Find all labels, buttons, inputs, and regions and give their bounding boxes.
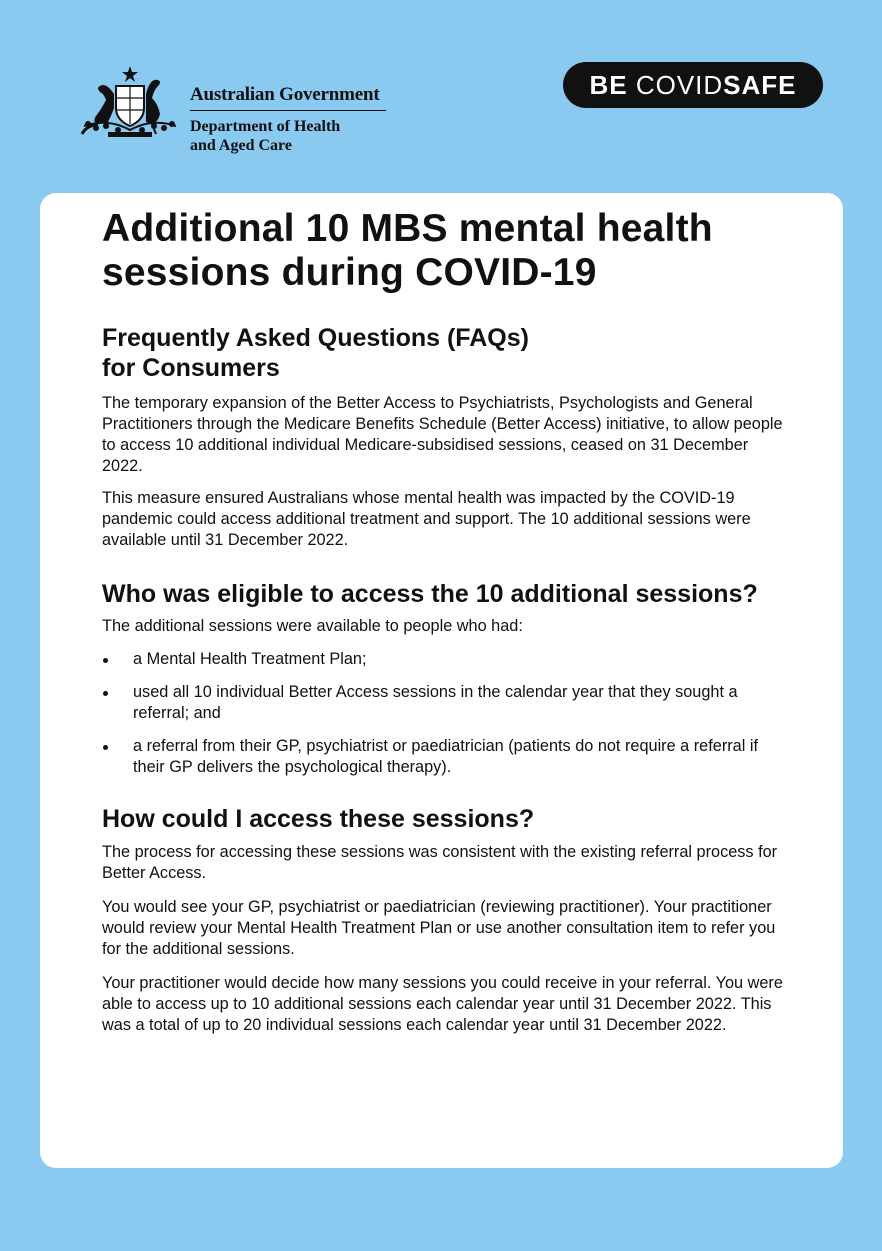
bullet-icon: [103, 691, 108, 696]
badge-part-safe: SAFE: [723, 70, 797, 100]
content-card: [40, 193, 843, 1168]
be-covidsafe-badge: [563, 62, 823, 108]
coat-of-arms-icon: [78, 64, 182, 140]
eligibility-heading: Who was eligible to access the 10 additional sessions?: [102, 580, 758, 608]
eligibility-intro: The additional sessions were available to people who had:: [102, 617, 523, 635]
list-item: [102, 736, 792, 778]
access-paragraph-2: You would see your GP, psychiatrist or paediatrician (reviewing practitioner). Your practitioner would review your Mental Health Treatment Plan or use another consultation item to refer you for the additional sessions.: [102, 898, 776, 958]
intro-paragraph-2: This measure ensured Australians whose mental health was impacted by the COVID-19 pandemic could access additional treatment and support. The 10 additional sessions were available until 31 December 2022.: [102, 489, 751, 549]
gov-name: Australian Government: [190, 84, 386, 111]
page-header: [0, 0, 882, 190]
title-line-2: sessions during COVID-19: [102, 251, 597, 294]
list-item-text: used all 10 individual Better Access sessions in the calendar year that they sought a referral; and: [133, 683, 738, 722]
bullet-icon: [103, 745, 108, 750]
page-title: [102, 207, 792, 295]
dept-line-1: Department of Health: [190, 118, 341, 135]
department-name: [190, 117, 386, 155]
badge-part-be: BE: [589, 70, 636, 100]
bullet-icon: [103, 658, 108, 663]
faq-heading-line-1: Frequently Asked Questions (FAQs): [102, 324, 529, 352]
access-paragraph-3: Your practitioner would decide how many sessions you could receive in your referral. You were able to access up to 10 additional sessions each calendar year until 31 December 2022. This was a total of up to 20 individual sessions each calendar year until 31 December 2022.: [102, 974, 783, 1034]
faq-heading: [102, 323, 792, 383]
access-heading: How could I access these sessions?: [102, 805, 535, 833]
title-line-1: Additional 10 MBS mental health: [102, 207, 713, 250]
document-body: [102, 207, 792, 1036]
list-item-text: a referral from their GP, psychiatrist or paediatrician (patients do not require a referral if their GP delivers the psychological therapy).: [133, 737, 758, 776]
access-paragraph-1: The process for accessing these sessions was consistent with the existing referral process for Better Access.: [102, 843, 778, 882]
dept-line-2: and Aged Care: [190, 137, 292, 154]
intro-paragraph-1: The temporary expansion of the Better Access to Psychiatrists, Psychologists and General Practitioners through the Medicare Benefits Schedule (Better Access) initiative, to allow people to access 10 additional individual Medicare-subsidised sessions, ceased on 31 December 2022.: [102, 394, 783, 475]
faq-heading-line-2: for Consumers: [102, 354, 280, 382]
government-logo-text: [190, 84, 386, 155]
eligibility-list: [102, 649, 792, 778]
list-item: [102, 682, 792, 724]
list-item: [102, 649, 792, 670]
badge-part-covid: COVID: [635, 70, 724, 100]
list-item-text: a Mental Health Treatment Plan;: [133, 650, 367, 668]
